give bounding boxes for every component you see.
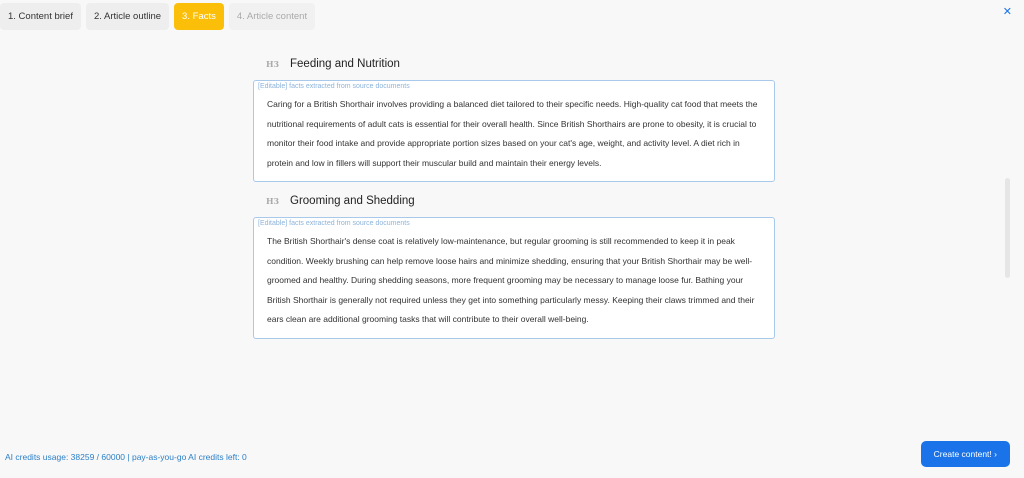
ai-credits-usage: AI credits usage: 38259 / 60000 | pay-as-you-go AI credits left: 0	[5, 452, 247, 462]
section-feeding-nutrition	[253, 54, 775, 182]
tab-article-outline[interactable]: 2. Article outline	[86, 3, 169, 30]
facts-editor[interactable]	[253, 80, 775, 182]
facts-editor[interactable]	[253, 217, 775, 339]
editable-facts-label: [Editable] facts extracted from source documents	[258, 220, 410, 227]
scrollbar[interactable]	[1005, 178, 1010, 278]
tab-content-brief[interactable]: 1. Content brief	[0, 3, 81, 30]
tab-article-content[interactable]: 4. Article content	[229, 3, 315, 30]
facts-text[interactable]: Caring for a British Shorthair involves providing a balanced diet tailored to their specific needs. High-quality cat food that meets the nutritional requirements of adult cats is essential for their overall health. Since British Shorthairs are prone to obesity, it is crucial to monitor their food intake and provide appropriate portion sizes based on your cat's age, weight, and activity level. A diet rich in protein and low in fillers will support their muscular build and maintain their energy levels.	[267, 99, 758, 168]
section-heading	[253, 191, 775, 211]
create-content-label: Create content!	[933, 449, 992, 459]
section-heading	[253, 54, 775, 74]
section-title[interactable]: Grooming and Shedding	[290, 195, 415, 207]
tab-facts[interactable]: 3. Facts	[174, 3, 224, 30]
editable-facts-label: [Editable] facts extracted from source documents	[258, 83, 410, 90]
heading-level-tag: H3	[266, 59, 280, 69]
section-grooming-shedding	[253, 191, 775, 339]
heading-level-tag: H3	[266, 196, 280, 206]
close-icon[interactable]: ✕	[1002, 6, 1012, 18]
chevron-right-icon: ›	[994, 449, 997, 459]
create-content-button[interactable]	[921, 441, 1010, 467]
section-title[interactable]: Feeding and Nutrition	[290, 58, 400, 70]
facts-text[interactable]: The British Shorthair's dense coat is relatively low-maintenance, but regular grooming is still recommended to keep it in peak condition. Weekly brushing can help remove loose hairs and minimize shedding, ensuring that your British Shorthair may be well-groomed and healthy. During shedding seasons, more frequent grooming may be necessary to manage loose fur. Bathing your British Shorthair is generally not required unless they get into something particularly messy. Keeping their claws trimmed and their ears clean are additional grooming tasks that will contribute to their overall well-being.	[267, 236, 755, 324]
step-tabs	[0, 3, 315, 30]
